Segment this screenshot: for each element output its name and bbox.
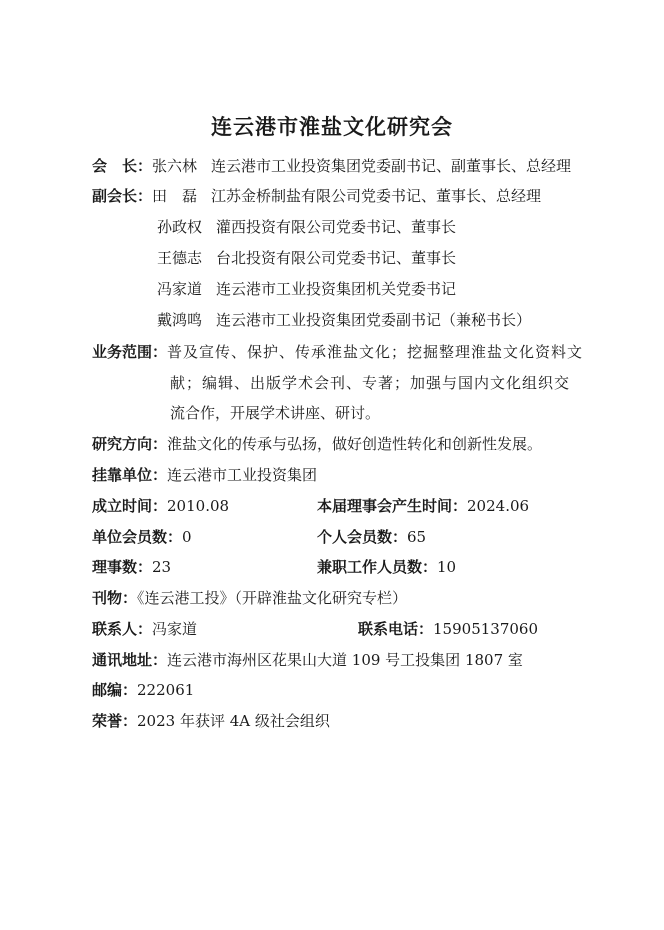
phone-value: 15905137060 <box>433 620 538 638</box>
unit-members-row <box>92 527 192 547</box>
affiliation-label: 挂靠单位： <box>92 466 168 484</box>
directors-value: 23 <box>152 558 172 576</box>
founded-value: 2010.08 <box>167 497 230 515</box>
business-scope-row <box>92 342 583 362</box>
vice-president-row-3 <box>157 248 456 268</box>
founded-row <box>92 496 229 516</box>
page-title: 连云港市淮盐文化研究会 <box>211 114 453 139</box>
business-scope-line: 普及宣传、保护、传承淮盐文化；挖掘整理淮盐文化资料文 <box>167 343 584 361</box>
address-value: 连云港市海州区花果山大道 109 号工投集团 1807 室 <box>167 651 523 669</box>
vice-president-role: 连云港市工业投资集团机关党委书记 <box>216 280 457 298</box>
vice-president-role: 台北投资有限公司党委书记、董事长 <box>216 249 457 267</box>
contact-label: 联系人： <box>92 620 153 638</box>
individual-members-value: 65 <box>407 528 427 546</box>
journal-value: 《连云港工投》（开辟淮盐文化研究专栏） <box>137 589 408 607</box>
phone-row <box>358 619 538 639</box>
research-value: 淮盐文化的传承与弘扬，做好创造性转化和创新性发展。 <box>167 435 543 453</box>
vice-president-name: 王德志 <box>157 249 203 267</box>
honor-value: 2023 年获评 4A 级社会组织 <box>137 712 330 730</box>
president-role: 连云港市工业投资集团党委副书记、副董事长、总经理 <box>211 157 572 175</box>
affiliation-row <box>92 465 317 485</box>
vice-president-name: 田 磊 <box>152 187 198 205</box>
affiliation-value: 连云港市工业投资集团 <box>167 466 318 484</box>
board-date-value: 2024.06 <box>467 497 530 515</box>
vice-president-row-1 <box>92 186 541 206</box>
unit-members-label: 单位会员数： <box>92 528 183 546</box>
address-label: 通讯地址： <box>92 651 168 669</box>
board-date-row <box>317 496 529 516</box>
honor-row <box>92 711 330 731</box>
individual-members-row <box>317 527 426 547</box>
phone-label: 联系电话： <box>358 620 434 638</box>
founded-label: 成立时间： <box>92 497 168 515</box>
vice-president-row-4 <box>157 279 456 299</box>
business-scope-line: 献；编辑、出版学术会刊、专著；加强与国内文化组织交 <box>170 374 571 392</box>
contact-value: 冯家道 <box>152 620 198 638</box>
part-time-staff-row <box>317 557 456 577</box>
vice-president-name: 戴鸿鸣 <box>157 311 203 329</box>
journal-label: 刊物： <box>92 589 138 607</box>
president-row <box>92 156 571 176</box>
part-time-staff-value: 10 <box>437 558 457 576</box>
postcode-row <box>92 680 194 700</box>
vice-president-name: 冯家道 <box>157 280 203 298</box>
president-label: 会 长： <box>92 157 153 175</box>
business-scope-line: 流合作，开展学术讲座、研讨。 <box>170 404 381 422</box>
journal-row <box>92 588 407 608</box>
president-name: 张六林 <box>152 157 198 175</box>
vice-president-name: 孙政权 <box>157 218 203 236</box>
vice-president-role: 江苏金桥制盐有限公司党委书记、董事长、总经理 <box>211 187 542 205</box>
unit-members-value: 0 <box>182 528 192 546</box>
contact-row <box>92 619 197 639</box>
address-row <box>92 650 523 670</box>
individual-members-label: 个人会员数： <box>317 528 408 546</box>
directors-label: 理事数： <box>92 558 153 576</box>
vice-president-role: 连云港市工业投资集团党委副书记（兼秘书长） <box>216 311 532 329</box>
postcode-value: 222061 <box>137 681 195 699</box>
vice-president-row-5 <box>157 310 531 330</box>
honor-label: 荣誉： <box>92 712 138 730</box>
directors-row <box>92 557 171 577</box>
research-label: 研究方向： <box>92 435 168 453</box>
vice-president-row-2 <box>157 217 456 237</box>
part-time-staff-label: 兼职工作人员数： <box>317 558 438 576</box>
vice-president-role: 灌西投资有限公司党委书记、董事长 <box>216 218 457 236</box>
research-row <box>92 434 542 454</box>
vice-president-label: 副会长： <box>92 187 153 205</box>
postcode-label: 邮编： <box>92 681 138 699</box>
board-date-label: 本届理事会产生时间： <box>317 497 468 515</box>
business-scope-label: 业务范围： <box>92 343 168 361</box>
